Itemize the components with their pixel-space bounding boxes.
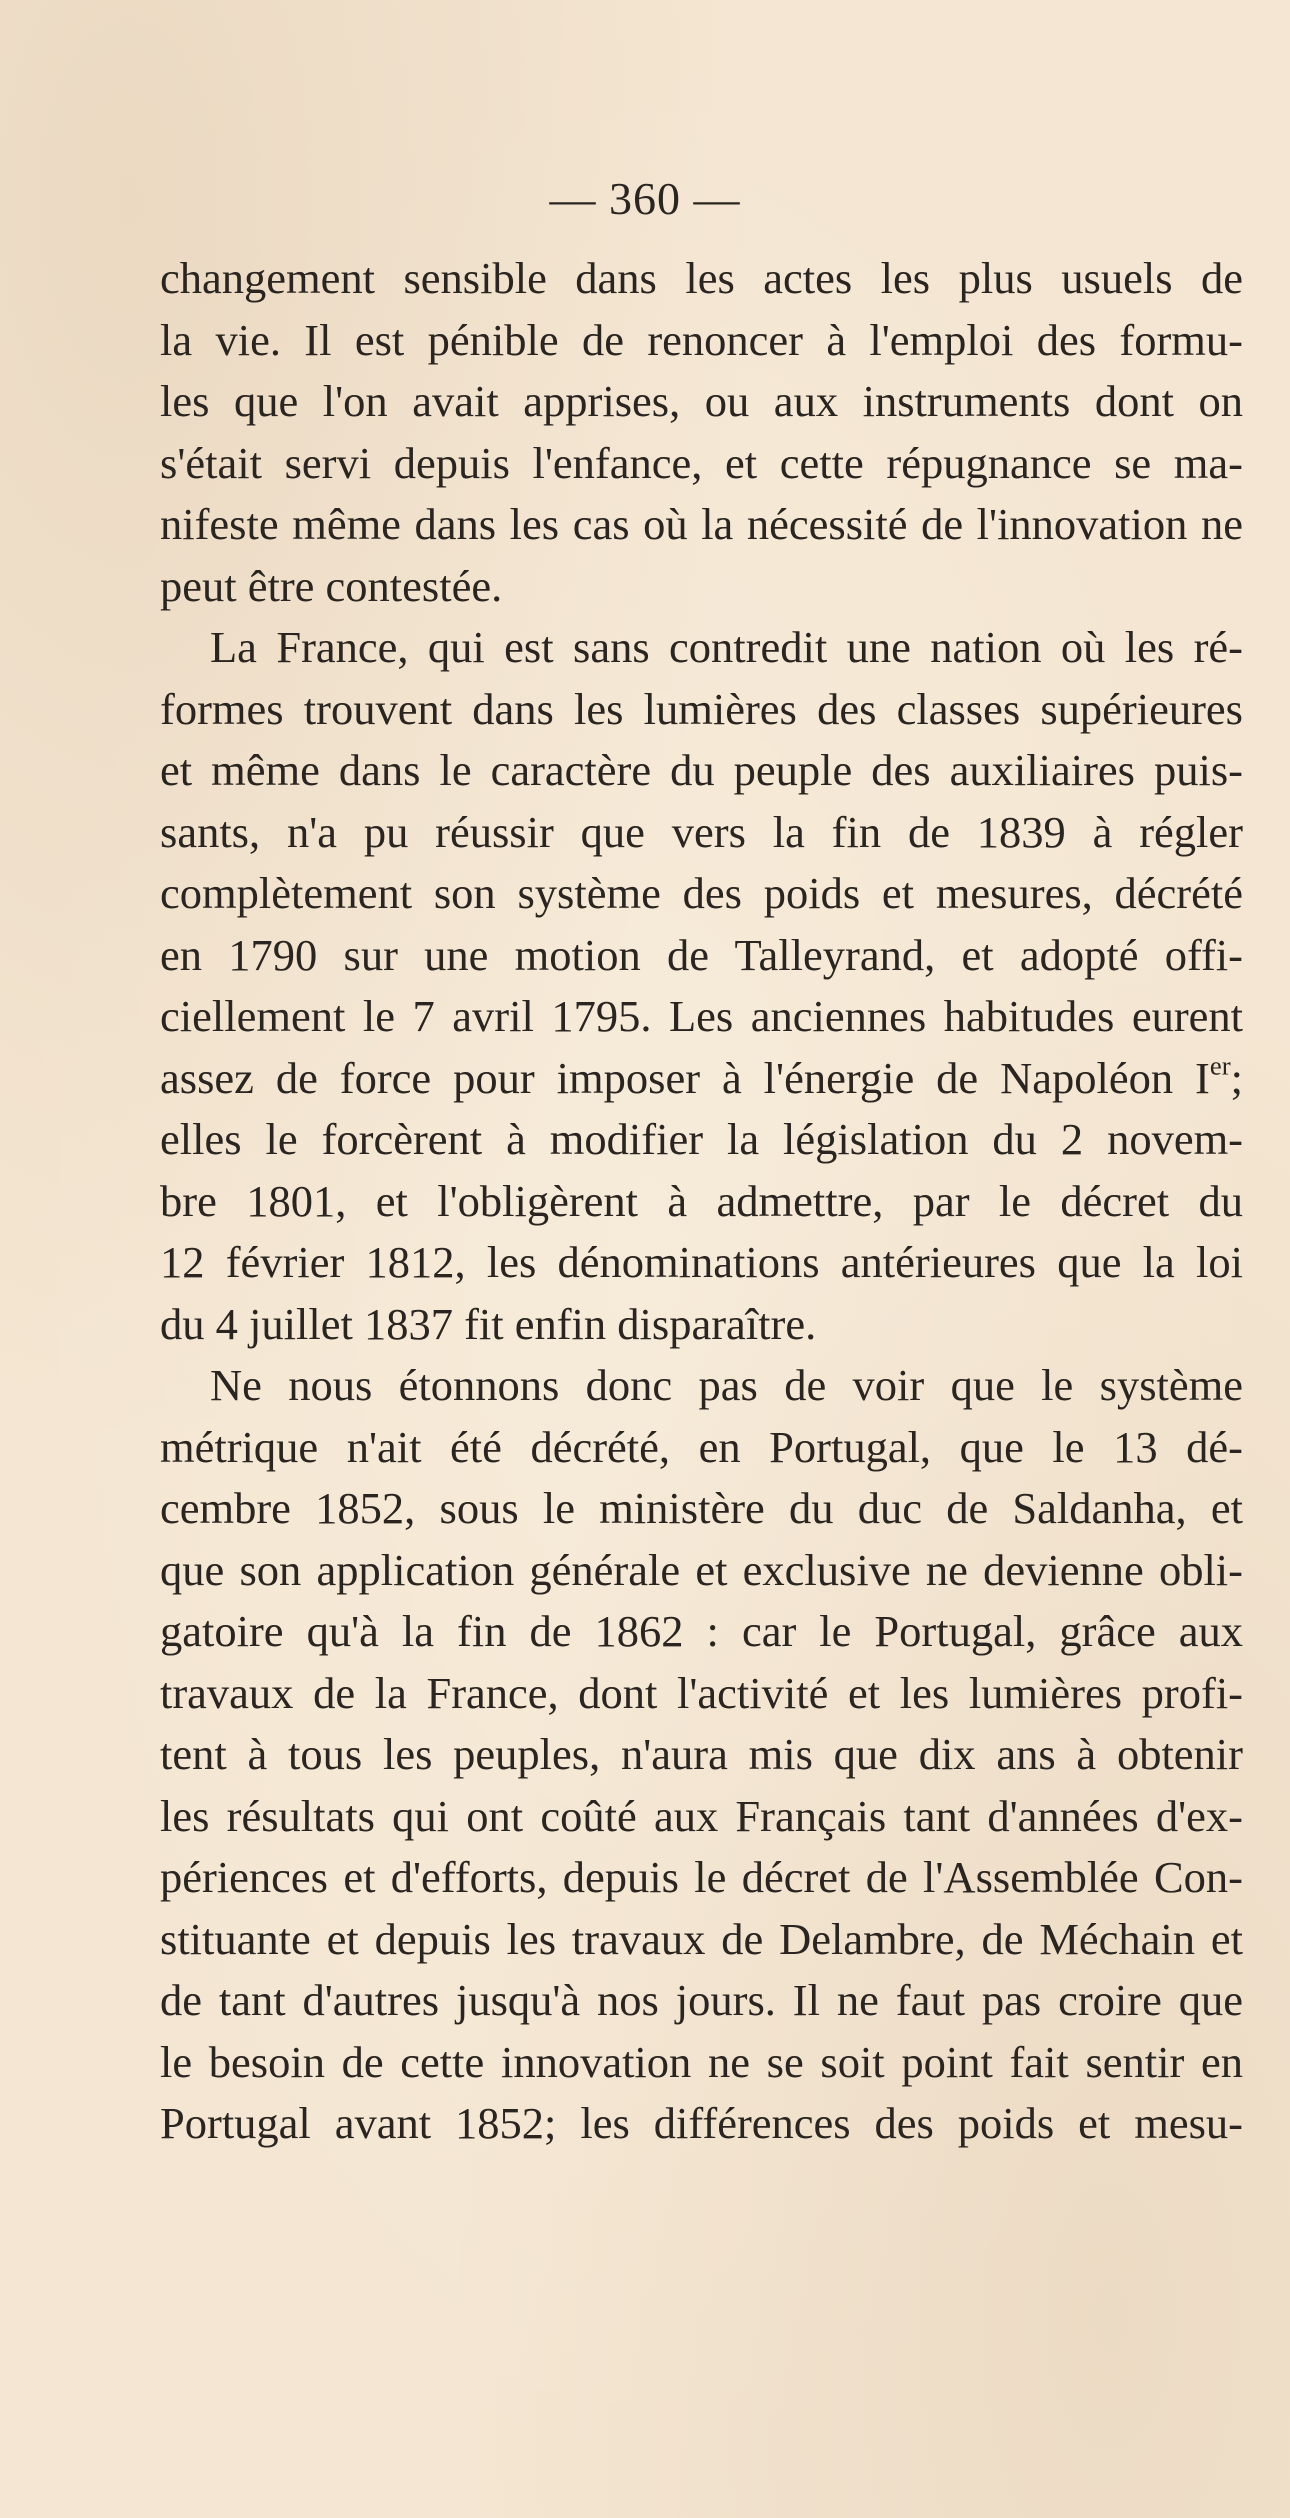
text-line: du 4 juillet 1837 fit enfin disparaître. [160,1298,817,1349]
text-line: travaux de la France, dont l'activité et les lumières profi- [160,1667,1243,1718]
text-line: changement sensible dans les actes les plus usuels de [160,253,1243,303]
text-line: ciellement le 7 avril 1795. Les anciennes habitudes eurent [160,991,1243,1041]
text-line: formes trouvent dans les lumières des classes supérieures [160,683,1243,734]
text-line: métrique n'ait été décrété, en Portugal, que le 13 dé- [160,1421,1243,1472]
text-line: La France, qui est sans contredit une nation où les ré- [210,622,1243,672]
body-text [160,248,1243,2155]
text-line: que son application générale et exclusive ne devienne obli- [160,1544,1243,1595]
text-line: les que l'on avait apprises, ou aux instruments dont on [160,376,1243,426]
text-line: et même dans le caractère du peuple des auxiliaires puis- [160,745,1243,795]
text-line: le besoin de cette innovation ne se soit point fait sentir en [160,2036,1243,2087]
text-line: peut être contestée. [160,560,503,611]
text-line: les résultats qui ont coûté aux Français tant d'années d'ex- [160,1790,1243,1841]
text-line: nifeste même dans les cas où la nécessité de l'innovation ne [160,499,1243,549]
text-line: 12 février 1812, les dénominations antérieures que la loi [160,1237,1243,1287]
superscript: er [1209,1049,1231,1080]
text-line-with-superscript [160,1048,1243,1110]
paragraph-1 [160,248,1243,617]
text-line: elles le forcèrent à modifier la législation du 2 novem- [160,1114,1243,1164]
text-line: en 1790 sur une motion de Talleyrand, et adopté offi- [160,929,1243,980]
text-line: bre 1801, et l'obligèrent à admettre, par le décret du [160,1175,1243,1226]
text-line: stituante et depuis les travaux de Delambre, de Méchain et [160,1913,1243,1964]
text-line: cembre 1852, sous le ministère du duc de Saldanha, et [160,1483,1243,1533]
text-line: sants, n'a pu réussir que vers la fin de 1839 à régler [160,806,1243,857]
text-line: s'était servi depuis l'enfance, et cette répugnance se ma- [160,437,1243,488]
page-number: — 360 — [549,173,741,224]
text-line: Portugal avant 1852; les différences des poids et mesu- [160,2098,1243,2148]
text-line: complètement son système des poids et mesures, décrété [160,868,1243,918]
text-line: la vie. Il est pénible de renoncer à l'emploi des formu- [160,314,1243,365]
text-fragment: assez de force pour imposer à l'énergie de Napoléon I [160,1052,1210,1103]
text-line: de tant d'autres jusqu'à nos jours. Il ne faut pas croire que [160,1975,1243,2025]
paragraph-2 [160,617,1243,1355]
paragraph-3 [160,1355,1243,2155]
text-fragment: ; [1230,1052,1243,1103]
text-line: périences et d'efforts, depuis le décret de l'Assemblée Con- [160,1852,1243,1902]
text-line: Ne nous étonnons donc pas de voir que le système [210,1360,1243,1410]
text-line: tent à tous les peuples, n'aura mis que dix ans à obtenir [160,1729,1243,1779]
text-line: gatoire qu'à la fin de 1862 : car le Portugal, grâce aux [160,1606,1243,1656]
